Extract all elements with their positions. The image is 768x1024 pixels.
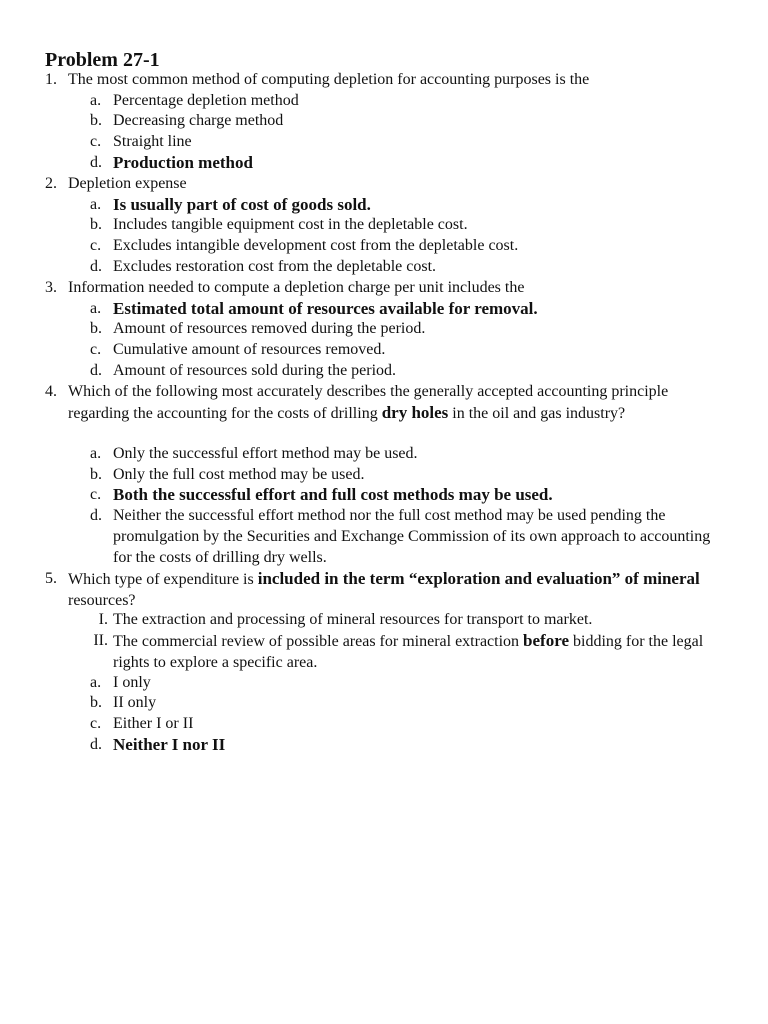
question-4-options xyxy=(0,444,768,568)
correct-answer: Neither I nor II xyxy=(113,734,226,754)
option-letter: a. xyxy=(90,299,102,317)
question-text xyxy=(68,569,728,611)
question-3-options xyxy=(0,299,768,382)
statement-text-after: bidding for the legal rights to explore a specific area. xyxy=(113,633,704,671)
option-text: I only xyxy=(113,673,151,691)
option-text: Neither the successful effort method nor the full cost method may be used pending the promulgation by the Securities and Exchange Commission of its own approach to accounting for the costs of drilling dry wells. xyxy=(113,507,711,566)
option-text: Amount of resources removed during the period. xyxy=(113,320,426,338)
option-c xyxy=(0,340,768,361)
option-letter: d. xyxy=(90,507,102,525)
option-a xyxy=(0,299,768,320)
option-b xyxy=(0,319,768,340)
option-text: Only the full cost method may be used. xyxy=(113,465,365,483)
statement-numeral: II. xyxy=(93,632,108,650)
question-number: 5. xyxy=(45,570,57,587)
question-number: 1. xyxy=(45,71,57,88)
option-letter: a. xyxy=(90,195,102,213)
statement-text xyxy=(113,631,728,673)
question-number: 2. xyxy=(45,175,57,192)
option-letter: b. xyxy=(90,694,102,712)
option-text: Cumulative amount of resources removed. xyxy=(113,341,386,359)
option-letter: b. xyxy=(90,320,102,338)
question-text: Depletion expense xyxy=(68,175,187,192)
option-letter: c. xyxy=(90,237,102,255)
option-text: Decreasing charge method xyxy=(113,112,284,130)
statement-text: The extraction and processing of mineral resources for transport to market. xyxy=(113,611,593,629)
option-d xyxy=(0,506,768,568)
option-text: Includes tangible equipment cost in the depletable cost. xyxy=(113,216,468,234)
correct-answer: Is usually part of cost of goods sold. xyxy=(113,194,371,214)
option-text: Excludes intangible development cost from the depletable cost. xyxy=(113,237,519,255)
option-letter: a. xyxy=(90,445,102,463)
option-c xyxy=(0,236,768,257)
question-text-after: resources? xyxy=(68,591,136,609)
option-text: Excludes restoration cost from the depletable cost. xyxy=(113,257,437,275)
option-b xyxy=(0,111,768,132)
option-d xyxy=(0,257,768,278)
option-letter: c. xyxy=(90,341,102,359)
option-b xyxy=(0,215,768,236)
question-number: 3. xyxy=(45,279,57,296)
option-d xyxy=(0,153,768,174)
question-5-statements xyxy=(0,610,768,672)
option-text: Percentage depletion method xyxy=(113,91,299,109)
option-c xyxy=(0,132,768,153)
option-a xyxy=(0,195,768,216)
option-letter: d. xyxy=(90,735,102,753)
page-title: Problem 27-1 xyxy=(45,49,160,71)
option-text: Straight line xyxy=(113,133,192,151)
correct-answer: Estimated total amount of resources available for removal. xyxy=(113,298,538,318)
option-letter: c. xyxy=(90,714,102,732)
question-2-options xyxy=(0,195,768,278)
option-letter: a. xyxy=(90,91,102,109)
option-text: Amount of resources sold during the period. xyxy=(113,361,397,379)
statement-ii xyxy=(0,631,768,672)
statement-text-before: The commercial review of possible areas for mineral extraction xyxy=(113,633,524,651)
question-text-before: Which of the following most accurately describes the generally accepted accounting principle regarding the accounting for the costs of drilling xyxy=(68,383,669,422)
question-text-before: Which type of expenditure is xyxy=(68,571,258,588)
question-text: Information needed to compute a depletion charge per unit includes the xyxy=(68,279,525,296)
option-letter: b. xyxy=(90,112,102,130)
question-text: The most common method of computing depletion for accounting purposes is the xyxy=(68,71,590,88)
option-letter: c. xyxy=(90,486,102,504)
option-letter: c. xyxy=(90,133,102,151)
option-text: II only xyxy=(113,694,157,712)
emphasis-dry-holes: dry holes xyxy=(381,402,449,422)
option-a xyxy=(0,91,768,112)
option-b xyxy=(0,693,768,714)
option-d xyxy=(0,361,768,382)
option-text: Only the successful effort method may be used. xyxy=(113,445,418,463)
option-c xyxy=(0,485,768,506)
option-letter: d. xyxy=(90,361,102,379)
correct-answer: Both the successful effort and full cost methods may be used. xyxy=(113,485,553,505)
option-a xyxy=(0,444,768,465)
question-5-options xyxy=(0,673,768,756)
question-text-after: in the oil and gas industry? xyxy=(448,404,626,422)
option-d xyxy=(0,735,768,756)
question-text xyxy=(68,382,728,424)
statement-numeral: I. xyxy=(98,611,108,629)
option-letter: d. xyxy=(90,153,102,171)
correct-answer: Production method xyxy=(113,152,253,172)
question-1-options xyxy=(0,91,768,174)
option-letter: b. xyxy=(90,216,102,234)
emphasis-included: included in the term “exploration and evaluation” of mineral xyxy=(257,569,700,588)
option-letter: b. xyxy=(90,465,102,483)
option-letter: d. xyxy=(90,257,102,275)
option-c xyxy=(0,714,768,735)
option-a xyxy=(0,673,768,694)
emphasis-before: before xyxy=(523,631,569,651)
statement-i xyxy=(0,610,768,631)
question-number: 4. xyxy=(45,383,57,400)
option-letter: a. xyxy=(90,673,102,691)
option-text: Either I or II xyxy=(113,714,194,732)
option-b xyxy=(0,465,768,486)
